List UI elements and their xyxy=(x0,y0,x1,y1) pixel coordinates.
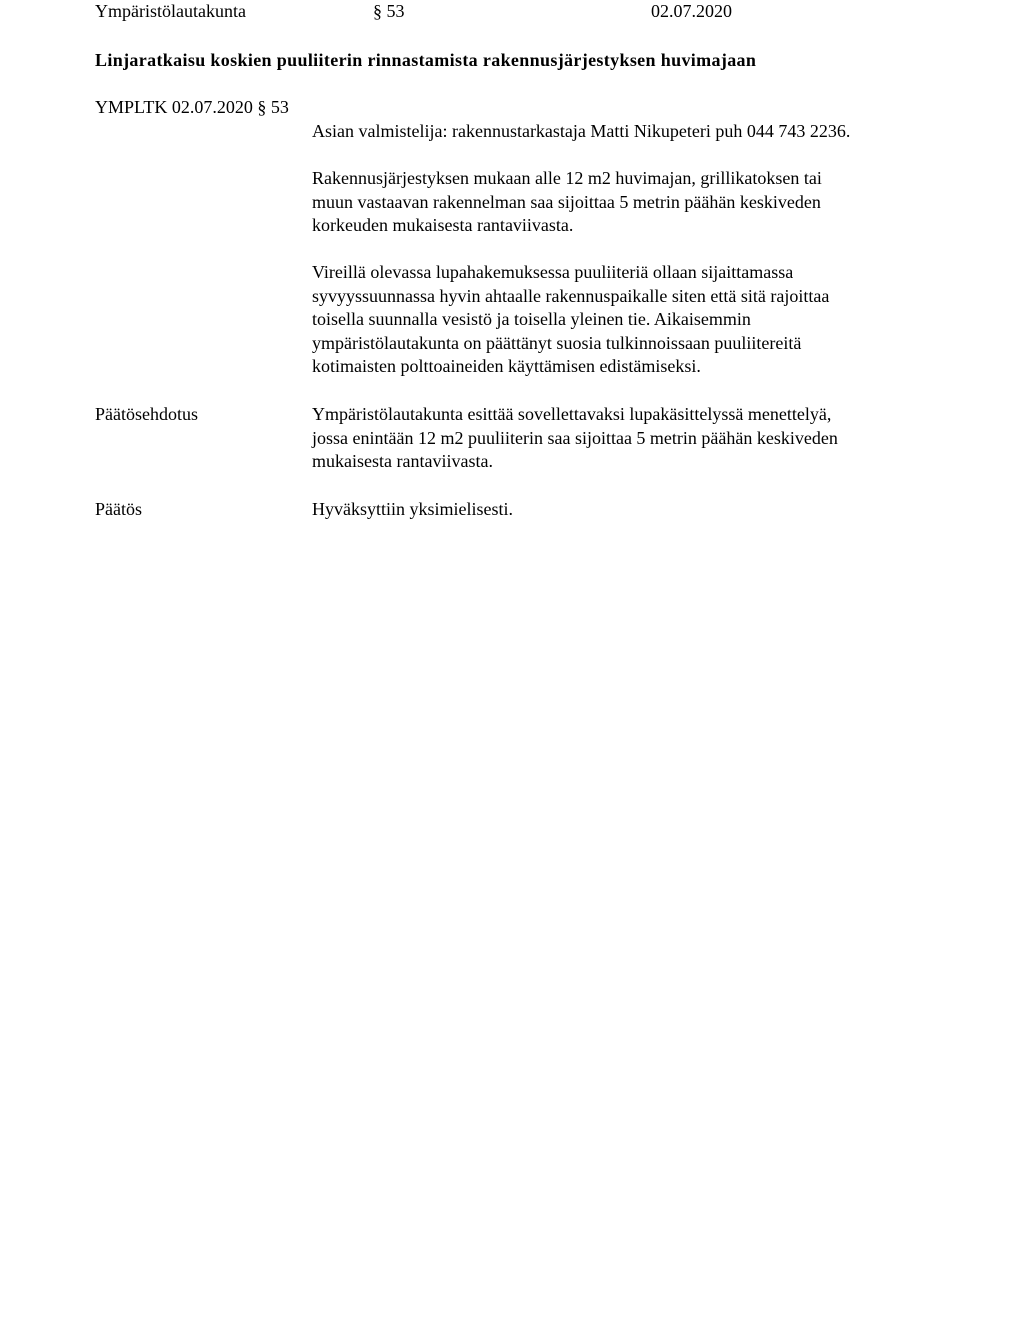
paragraph-regulation xyxy=(312,167,952,238)
proposal-line: mukaisesta rantaviivasta. xyxy=(312,451,493,472)
proposal-label: Päätösehdotus xyxy=(95,404,198,424)
proposal-line: Ympäristölautakunta esittää sovellettavaksi lupakäsittelyssä menettelyä, xyxy=(312,404,832,424)
paragraph-line: kotimaisten polttoaineiden käyttämisen edistämiseksi. xyxy=(312,356,701,377)
paragraph-line: ympäristölautakunta on päättänyt suosia tulkinnoissaan puuliitereitä xyxy=(312,332,802,353)
decision-text: Hyväksyttiin yksimielisesti. xyxy=(312,499,513,519)
paragraph-line: syvyyssuunnassa hyvin ahtaalle rakennuspaikalle siten että sitä rajoittaa xyxy=(312,285,830,306)
paragraph-application xyxy=(312,261,952,379)
header-section: § 53 xyxy=(373,1,405,21)
header-organization: Ympäristölautakunta xyxy=(95,1,246,21)
decision-label: Päätös xyxy=(95,499,142,519)
proposal-line: jossa enintään 12 m2 puuliiterin saa sijoittaa 5 metrin päähän keskiveden xyxy=(312,427,838,448)
paragraph-line: toisella suunnalla vesistö ja toisella yleinen tie. Aikaisemmin xyxy=(312,309,751,330)
paragraph-line: Vireillä olevassa lupahakemuksessa puuliiteriä ollaan sijaittamassa xyxy=(312,262,794,282)
header-date: 02.07.2020 xyxy=(651,1,732,21)
proposal-text xyxy=(312,403,952,474)
paragraph-line: Rakennusjärjestyksen mukaan alle 12 m2 huvimajan, grillikatoksen tai xyxy=(312,168,822,188)
preparer-line: Asian valmistelija: rakennustarkastaja Matti Nikupeteri puh 044 743 2236. xyxy=(312,121,851,141)
paragraph-line: muun vastaavan rakennelman saa sijoittaa 5 metrin päähän keskiveden xyxy=(312,191,821,212)
paragraph-line: korkeuden mukaisesta rantaviivasta. xyxy=(312,215,574,236)
document-title: Linjaratkaisu koskien puuliiterin rinnastamista rakennusjärjestyksen huvimajaan xyxy=(95,50,757,70)
meeting-reference: YMPLTK 02.07.2020 § 53 xyxy=(95,97,289,117)
